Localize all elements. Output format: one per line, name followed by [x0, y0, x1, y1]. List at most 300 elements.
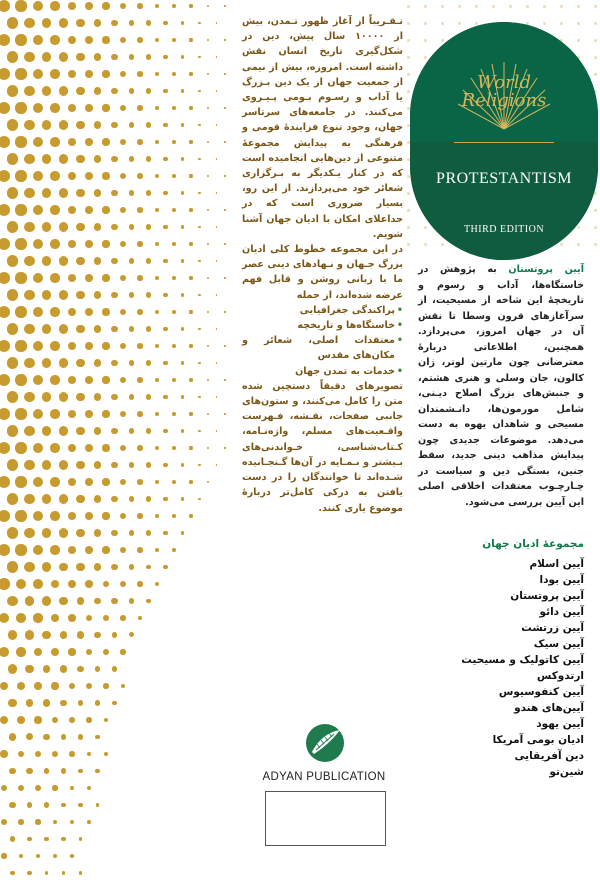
halftone-dot [120, 513, 126, 519]
halftone-dot [94, 632, 100, 638]
halftone-dot [0, 647, 9, 657]
halftone-dot [163, 55, 167, 59]
halftone-dot [0, 170, 10, 182]
halftone-dot [59, 18, 68, 27]
halftone-dot [94, 359, 101, 366]
book-title: PROTESTANTISM [436, 170, 572, 187]
halftone-dot [224, 413, 225, 414]
halftone-dot [216, 90, 218, 92]
series-list-item: شین‌تو [549, 766, 584, 778]
halftone-dot [10, 871, 15, 876]
edition-label: THIRD EDITION [463, 224, 545, 235]
halftone-dot [458, 5, 461, 8]
halftone-dot [43, 699, 50, 706]
halftone-dot [59, 426, 68, 435]
halftone-dot [33, 307, 43, 317]
halftone-dot [33, 409, 43, 419]
halftone-dot [207, 311, 209, 313]
halftone-dot [102, 240, 109, 247]
halftone-dot [146, 530, 151, 535]
halftone-dot [26, 768, 32, 774]
halftone-dot [102, 172, 109, 179]
halftone-dot [79, 871, 82, 874]
halftone-dot [42, 222, 52, 232]
halftone-dot [146, 326, 151, 331]
halftone-dot [172, 4, 176, 8]
halftone-dot [189, 106, 192, 109]
feather-globe-icon [304, 722, 346, 764]
halftone-dot [24, 188, 35, 199]
halftone-dot [24, 222, 35, 233]
halftone-dot [7, 187, 18, 198]
halftone-dot [146, 360, 151, 365]
halftone-dot [189, 242, 192, 245]
halftone-dot [594, 5, 597, 8]
halftone-dot [0, 442, 10, 454]
halftone-dot [224, 345, 225, 346]
halftone-dot [15, 102, 26, 113]
halftone-dot [189, 174, 192, 177]
halftone-dot [94, 189, 101, 196]
halftone-dot [85, 342, 93, 350]
halftone-dot [70, 854, 74, 858]
halftone-dot [44, 768, 50, 774]
halftone-dot [146, 565, 151, 570]
halftone-dot [26, 699, 34, 707]
halftone-dot [577, 5, 580, 8]
halftone-dot [59, 120, 68, 129]
halftone-dot [76, 291, 84, 299]
halftone-dot [163, 157, 167, 161]
halftone-dot [129, 530, 135, 536]
halftone-dot [198, 158, 201, 161]
halftone-dot [85, 240, 93, 248]
halftone-dot [111, 496, 118, 503]
halftone-dot [59, 154, 68, 163]
halftone-dot [7, 596, 18, 607]
halftone-dot [181, 191, 184, 194]
book-blurb [418, 262, 584, 510]
halftone-dot [42, 596, 51, 605]
halftone-dot [42, 562, 52, 572]
halftone-dot [76, 495, 84, 503]
halftone-dot [33, 1, 43, 11]
halftone-dot [172, 276, 176, 280]
blurb-highlight: آیین پروتستان [508, 264, 585, 275]
halftone-dot [146, 88, 151, 93]
halftone-dot [68, 580, 76, 588]
halftone-dot [7, 527, 18, 538]
intro-bullet: • خدمات به تمدن جهان [242, 364, 403, 379]
halftone-dot [24, 528, 35, 539]
halftone-dot [137, 71, 142, 76]
halftone-dot [111, 360, 118, 367]
halftone-dot [0, 68, 10, 80]
halftone-dot [111, 394, 118, 401]
halftone-dot [85, 274, 93, 282]
halftone-dot [129, 122, 135, 128]
intro-paragraph-3: تصویرهای دقیقاً دستچین شده متن را کامل می‌کنند، و ستون‌های جانبی صفحات، نقـشه، فـهرست واقـعیت‌های مسلم، واژه‌نـامه، کـتاب‌شناسی، خـواندنی‌های بـیشتر و نـمـایه در آن‌ها گـنجـانیده شـده‌اند تا خوانندگان را در دست یافتن به درکی کامل‌تر دربارهٔ موضوع یاری کنند. [242, 380, 403, 514]
halftone-dot [198, 294, 201, 297]
halftone-dot [207, 39, 209, 41]
halftone-dot [17, 682, 25, 690]
halftone-dot [50, 409, 59, 418]
halftone-dot [68, 104, 77, 113]
halftone-dot [68, 70, 77, 79]
halftone-dot [33, 137, 43, 147]
halftone-dot [50, 545, 59, 554]
halftone-dot [207, 413, 209, 415]
halftone-dot [94, 563, 101, 570]
halftone-dot [120, 343, 126, 349]
halftone-dot [33, 171, 43, 181]
halftone-dot [163, 395, 167, 399]
series-list-item: آیین دائو [539, 606, 584, 618]
halftone-dot [163, 463, 167, 467]
halftone-dot [68, 444, 77, 453]
halftone-dot [112, 701, 117, 706]
series-list-item: دین آفریقایی [514, 750, 584, 762]
series-list-item: آیین اسلام [529, 558, 584, 570]
halftone-dot [33, 341, 43, 351]
halftone-dot [146, 292, 151, 297]
halftone-dot [1, 819, 7, 825]
halftone-dot [172, 310, 176, 314]
halftone-dot [155, 174, 160, 179]
halftone-dot [129, 88, 135, 94]
halftone-dot [68, 648, 75, 655]
halftone-dot [68, 376, 77, 385]
halftone-dot [8, 699, 16, 707]
halftone-dot [111, 122, 118, 129]
halftone-dot [87, 820, 91, 824]
halftone-dot [0, 408, 10, 420]
halftone-dot [111, 326, 118, 333]
halftone-dot [85, 410, 93, 418]
halftone-dot [94, 461, 101, 468]
halftone-dot [137, 105, 142, 110]
halftone-dot [76, 121, 84, 129]
halftone-dot [24, 358, 35, 369]
halftone-dot [543, 5, 546, 8]
halftone-dot [129, 564, 135, 570]
halftone-dot [216, 328, 218, 330]
halftone-dot [94, 87, 101, 94]
halftone-dot [85, 376, 93, 384]
halftone-dot [59, 256, 68, 265]
halftone-dot [24, 86, 35, 97]
halftone-dot [198, 22, 201, 25]
halftone-dot [7, 357, 18, 368]
halftone-dot [42, 528, 52, 538]
halftone-dot [216, 260, 218, 262]
halftone-dot [102, 376, 109, 383]
halftone-dot [42, 120, 52, 130]
halftone-dot [86, 649, 92, 655]
halftone-dot [50, 205, 59, 214]
halftone-dot [198, 192, 201, 195]
halftone-dot [102, 206, 109, 213]
halftone-dot [0, 750, 7, 757]
halftone-dot [137, 411, 142, 416]
blurb-text: به پژوهش در خاستگاه‌ها، آداب و رسوم و تاریخچهٔ این شاخه از مسیحیت، از سرآغازهای قرون وسطا تا نقش آن در جهان امروز، می‌پردازد. همچنین، اطلاعاتی دربارهٔ معترضانی چون مارتین لوتر، ژان کالون، جان وسلی و هنری هشتم، و جنبش‌های بزرگ اصلاح دیـنی، شامل مورمون‌ها، دانـشمندان مسیحی و شاهدان یهوه به دست می‌دهد. موضوعات جدیدی چون پیدایش مذاهب دینی جدید، سقط جنین، بستگی دین و سیاست در چـارچـوب معتقدات اخلاقی اصلی این آیین بررسی می‌شود. [418, 264, 584, 508]
halftone-dot [76, 189, 84, 197]
halftone-dot [68, 546, 77, 555]
halftone-dot [198, 328, 201, 331]
series-list-item: آیین زرتشت [521, 622, 584, 634]
halftone-dot [24, 290, 35, 301]
halftone-dot [85, 444, 93, 452]
halftone-dot [7, 561, 18, 572]
halftone-dot [137, 139, 142, 144]
halftone-dot [85, 308, 93, 316]
halftone-dot [163, 361, 167, 365]
halftone-dot [189, 412, 192, 415]
halftone-dot [10, 836, 15, 841]
halftone-dot [198, 260, 201, 263]
halftone-dot [441, 5, 444, 8]
halftone-dot [216, 294, 218, 296]
halftone-dot [68, 410, 77, 419]
halftone-dot [7, 323, 18, 334]
halftone-dot [207, 277, 209, 279]
halftone-dot [172, 412, 176, 416]
halftone-dot [50, 477, 59, 486]
halftone-dot [33, 579, 43, 589]
halftone-dot [27, 802, 33, 808]
halftone-dot [76, 563, 84, 571]
halftone-dot [53, 854, 57, 858]
halftone-dot [181, 55, 184, 58]
halftone-dot [76, 359, 84, 367]
halftone-dot [7, 391, 18, 402]
halftone-dot [129, 360, 135, 366]
halftone-dot [155, 106, 160, 111]
halftone-dot [137, 3, 142, 8]
halftone-dot [146, 599, 151, 604]
halftone-dot [111, 54, 118, 61]
halftone-dot [76, 393, 84, 401]
halftone-dot [120, 241, 126, 247]
halftone-dot [120, 3, 126, 9]
halftone-dot [77, 597, 85, 605]
halftone-dot [120, 377, 126, 383]
halftone-dot [68, 2, 77, 11]
halftone-dot [61, 803, 66, 808]
halftone-dot [94, 53, 101, 60]
halftone-dot [15, 0, 26, 11]
halftone-dot [216, 124, 218, 126]
halftone-dot [42, 631, 50, 639]
halftone-dot [18, 819, 23, 824]
halftone-dot [78, 803, 82, 807]
halftone-dot [94, 393, 101, 400]
halftone-dot [42, 460, 52, 470]
publisher-name: ADYAN PUBLICATION [262, 771, 386, 783]
halftone-dot [76, 155, 84, 163]
halftone-dot [407, 5, 410, 8]
halftone-dot [181, 89, 184, 92]
series-list-item: ادیان بومی آمریکا [492, 734, 584, 746]
halftone-dot [34, 648, 42, 656]
halftone-dot [33, 273, 43, 283]
halftone-dot [68, 512, 77, 521]
halftone-dot [181, 157, 184, 160]
series-list-item: آیین کنفوسیوس [498, 686, 584, 698]
halftone-dot [172, 208, 176, 212]
halftone-dot [129, 428, 135, 434]
halftone-dot [163, 225, 167, 229]
halftone-dot [76, 223, 84, 231]
halftone-dot [216, 226, 218, 228]
halftone-dot [163, 497, 167, 501]
halftone-dot [216, 464, 218, 466]
halftone-dot [172, 106, 176, 110]
halftone-dot [207, 209, 209, 211]
logo-line-2: Religions [461, 90, 547, 111]
halftone-dot [155, 72, 160, 77]
halftone-dot [163, 89, 167, 93]
halftone-dot [15, 340, 26, 351]
intro-paragraph-1: تـقـريباً از آغاز ظهور تـمدن، بیش از ۱۰۰۰۰ سال پیش، دین در شکل‌گیری تاریخ انسان نقش داشته است. امروزه، بیش از نیمی از جمعیت جهان از یک دین بـزرگ یا آداب و رسـوم بـومی پـیـروی می‌کنند. در جامعه‌های سرتاسر جهان، وجود تنوع فزایندهٔ قومی و فرهنگی به پیدایش مجموعهٔ متنوعی از دین‌هایی انجامیده است که در کنار یـکدیگر به بـرگزاری شعائر خود می‌پردازند. از این رو، بسیار ضروری است که در حداعلای امکان با ادیان جهان آشنا شویم. [242, 16, 403, 240]
halftone-dot [24, 426, 35, 437]
halftone-dot [181, 327, 184, 330]
halftone-dot [181, 293, 184, 296]
halftone-dot [111, 598, 117, 604]
halftone-dot [15, 408, 26, 419]
halftone-dot [172, 174, 176, 178]
halftone-dot [78, 700, 84, 706]
halftone-dot [35, 785, 41, 791]
halftone-dot [138, 616, 143, 621]
halftone-dot [87, 752, 92, 757]
halftone-dot [15, 170, 26, 181]
halftone-dot [224, 73, 225, 74]
halftone-dot [42, 358, 52, 368]
halftone-dot [85, 512, 93, 520]
halftone-dot [424, 5, 427, 8]
halftone-dot [59, 290, 68, 299]
halftone-dot [52, 717, 59, 724]
halftone-dot [102, 274, 109, 281]
halftone-dot [181, 259, 184, 262]
barcode-box [265, 791, 386, 846]
halftone-dot [120, 139, 126, 145]
halftone-dot [189, 276, 192, 279]
halftone-dot [137, 547, 142, 552]
intro-bullet: • خاستگاه‌ها و تاریخچه [242, 318, 403, 333]
halftone-dot [7, 255, 18, 266]
halftone-dot [7, 289, 18, 300]
series-intro-column [242, 14, 403, 516]
halftone-dot [25, 596, 35, 606]
halftone-dot [76, 257, 84, 265]
halftone-dot [61, 734, 67, 740]
halftone-dot [68, 240, 77, 249]
series-list-item: آیین‌های هندو [514, 702, 584, 714]
halftone-dot [33, 69, 43, 79]
halftone-dot [189, 310, 192, 313]
halftone-dot [15, 272, 26, 283]
halftone-dot [62, 871, 66, 875]
halftone-dot [76, 53, 84, 61]
halftone-dot [0, 238, 10, 250]
halftone-dot [0, 34, 10, 46]
halftone-dot [51, 648, 59, 656]
halftone-dot [198, 464, 201, 467]
halftone-dot [181, 21, 184, 24]
halftone-dot [102, 478, 109, 485]
halftone-dot [216, 192, 218, 194]
halftone-dot [198, 124, 201, 127]
halftone-dot [120, 411, 126, 417]
halftone-dot [207, 175, 209, 177]
halftone-dot [8, 630, 18, 640]
halftone-dot [18, 785, 24, 791]
halftone-dot [85, 478, 93, 486]
halftone-dot [15, 204, 26, 215]
halftone-dot [7, 425, 18, 436]
intro-bullet: • پراکندگی جغرافیایی [242, 303, 403, 318]
halftone-dot [16, 647, 25, 656]
halftone-dot [129, 292, 135, 298]
halftone-dot [198, 396, 201, 399]
halftone-dot [0, 204, 10, 216]
halftone-dot [111, 20, 118, 27]
badge-divider [454, 142, 554, 143]
halftone-dot [137, 207, 142, 212]
halftone-dot [155, 4, 160, 9]
halftone-dot [26, 733, 33, 740]
halftone-dot [155, 208, 160, 213]
halftone-dot [102, 444, 109, 451]
halftone-dot [129, 20, 135, 26]
halftone-dot [43, 665, 51, 673]
halftone-dot [1, 785, 8, 792]
halftone-dot [216, 22, 218, 24]
halftone-dot [85, 580, 92, 587]
halftone-dot [198, 430, 201, 433]
intro-paragraph-2: در این مجموعه خطوط کلی ادیان بزرگ جـهان و نـهادهای دینی عصر ما با زبانی روشن و قابل فهم عرضه شده‌اند، از جمله [242, 244, 403, 301]
halftone-dot [198, 56, 201, 59]
halftone-dot [103, 649, 109, 655]
halftone-dot [59, 392, 68, 401]
halftone-dot [9, 802, 15, 808]
series-list-item: آیین کاتولیک و مسیحیت ارتدوکس [461, 654, 584, 682]
halftone-dot [137, 343, 142, 348]
halftone-dot [207, 481, 209, 483]
halftone-dot [181, 123, 184, 126]
halftone-dot [120, 37, 126, 43]
halftone-dot [102, 512, 109, 519]
halftone-dot [216, 430, 218, 432]
halftone-dot [95, 700, 100, 705]
halftone-dot [216, 56, 218, 58]
halftone-dot [111, 258, 118, 265]
halftone-dot [85, 36, 93, 44]
halftone-dot [137, 445, 142, 450]
halftone-dot [7, 17, 18, 28]
halftone-dot [15, 510, 26, 521]
halftone-dot [120, 173, 126, 179]
halftone-dot [216, 158, 218, 160]
halftone-dot [181, 531, 184, 534]
halftone-dot [111, 224, 118, 231]
halftone-dot [42, 256, 52, 266]
halftone-dot [68, 308, 77, 317]
halftone-dot [189, 446, 192, 449]
halftone-dot [0, 102, 10, 114]
